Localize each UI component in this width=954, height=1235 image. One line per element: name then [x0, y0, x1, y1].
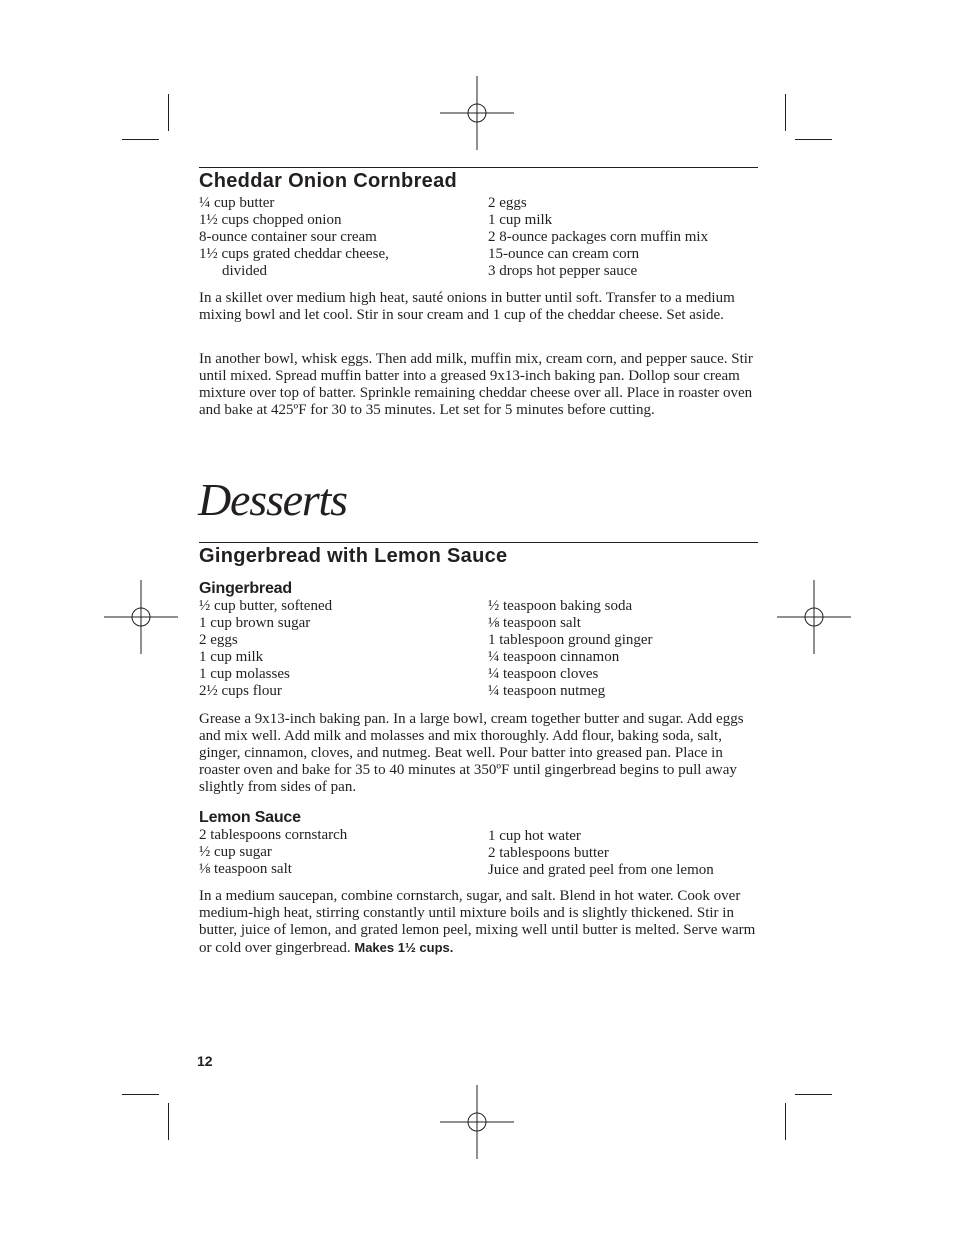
ingredient-item: 1 tablespoon ground ginger [488, 632, 653, 649]
registration-mark-icon [440, 76, 514, 150]
ingredient-item: ¼ teaspoon cloves [488, 666, 599, 683]
ingredient-item: 1 cup milk [199, 649, 264, 666]
crop-mark [168, 1103, 169, 1140]
registration-mark-icon [440, 1085, 514, 1159]
ingredient-item: ⅛ teaspoon salt [199, 861, 292, 878]
crop-mark [122, 1094, 159, 1095]
ingredient-item: 1 cup milk [488, 212, 553, 229]
registration-mark-icon [104, 580, 178, 654]
ingredient-item: ¼ teaspoon cinnamon [488, 649, 620, 666]
crop-mark [785, 1103, 786, 1140]
crop-mark [168, 94, 169, 131]
crop-mark [122, 139, 159, 140]
ingredient-item: ¼ teaspoon nutmeg [488, 683, 606, 700]
ingredient-item: 2 8-ounce packages corn muffin mix [488, 229, 709, 246]
instructions-paragraph: In another bowl, whisk eggs. Then add milk, muffin mix, cream corn, and pepper sauce. Stir until mixed. Spread muffin batter into a greased 9x13-inch baking pan. Dollop sour cream mixture over top of batter. Sprinkle remaining cheddar cheese over all. Place in roaster oven and bake at 425ºF for 30 to 35 minutes. Let set for 5 minutes before cutting. [199, 351, 753, 419]
ingredient-item: ½ cup butter, softened [199, 598, 333, 614]
crop-mark [785, 94, 786, 131]
ingredient-item: ¼ cup butter [199, 195, 275, 211]
ingredients-left-column [199, 598, 332, 701]
instructions-paragraph: Grease a 9x13-inch baking pan. In a large bowl, cream together butter and sugar. Add eggs and mix well. Add milk and molasses and mix thoroughly. Add flour, baking soda, salt, ginger, cinnamon, cloves, and nutmeg. Beat well. Pour batter into greased pan. Place in roaster oven and bake for 35 to 40 minutes at 350ºF until gingerbread begins to pull away slightly from sides of pan. [199, 711, 744, 796]
ingredient-item: 2 tablespoons cornstarch [199, 827, 348, 843]
ingredient-item: 1½ cups grated cheddar cheese, [199, 246, 389, 263]
ingredient-item: ½ teaspoon baking soda [488, 598, 633, 614]
ingredient-item: 2 eggs [488, 195, 527, 211]
instructions-text: In a medium saucepan, combine cornstarch, sugar, and salt. Blend in hot water. Cook over medium-high heat, stirring constantly until mixture boils and is slightly thickened. Stir in butter, juice of lemon, and grated lemon peel, mixing well until butter is melted. Serve warm or cold over gingerbread. [199, 888, 756, 957]
ingredient-item-continued: divided [222, 263, 267, 280]
ingredient-item: 8-ounce container sour cream [199, 229, 377, 246]
subrecipe-title: Lemon Sauce [199, 809, 301, 826]
ingredient-item: 1 cup brown sugar [199, 615, 311, 632]
ingredient-item: ⅛ teaspoon salt [488, 615, 581, 632]
ingredient-item: 1 cup hot water [488, 828, 581, 844]
recipe-title: Cheddar Onion Cornbread [199, 170, 458, 192]
ingredient-item: ½ cup sugar [199, 844, 272, 861]
subrecipe-title: Gingerbread [199, 580, 292, 597]
ingredient-item: 2 tablespoons butter [488, 845, 609, 862]
ingredients-right-column [488, 195, 708, 280]
crop-mark [795, 1094, 832, 1095]
section-rule [199, 542, 758, 543]
crop-mark [795, 139, 832, 140]
yield-text: Makes 1½ cups. [354, 940, 454, 956]
registration-mark-icon [777, 580, 851, 654]
ingredients-left-column [199, 827, 347, 878]
ingredient-item: 1 cup molasses [199, 666, 290, 683]
section-rule [199, 167, 758, 168]
ingredient-item: 2 eggs [199, 632, 238, 649]
ingredients-left-column [199, 195, 389, 280]
page-number: 12 [197, 1053, 213, 1069]
recipe-title: Gingerbread with Lemon Sauce [199, 545, 508, 567]
ingredient-item: 1½ cups chopped onion [199, 212, 342, 229]
ingredient-item: 15-ounce can cream corn [488, 246, 640, 263]
ingredient-item: Juice and grated peel from one lemon [488, 862, 714, 879]
ingredients-right-column [488, 828, 714, 879]
section-heading: Desserts [198, 474, 347, 525]
ingredients-right-column [488, 598, 653, 701]
instructions-paragraph: In a skillet over medium high heat, sauté onions in butter until soft. Transfer to a medium mixing bowl and let cool. Stir in sour cream and 1 cup of the cheddar cheese. Set aside. [199, 290, 735, 324]
ingredient-item: 2½ cups flour [199, 683, 282, 700]
ingredient-item: 3 drops hot pepper sauce [488, 263, 638, 280]
instructions-paragraph [199, 888, 759, 957]
